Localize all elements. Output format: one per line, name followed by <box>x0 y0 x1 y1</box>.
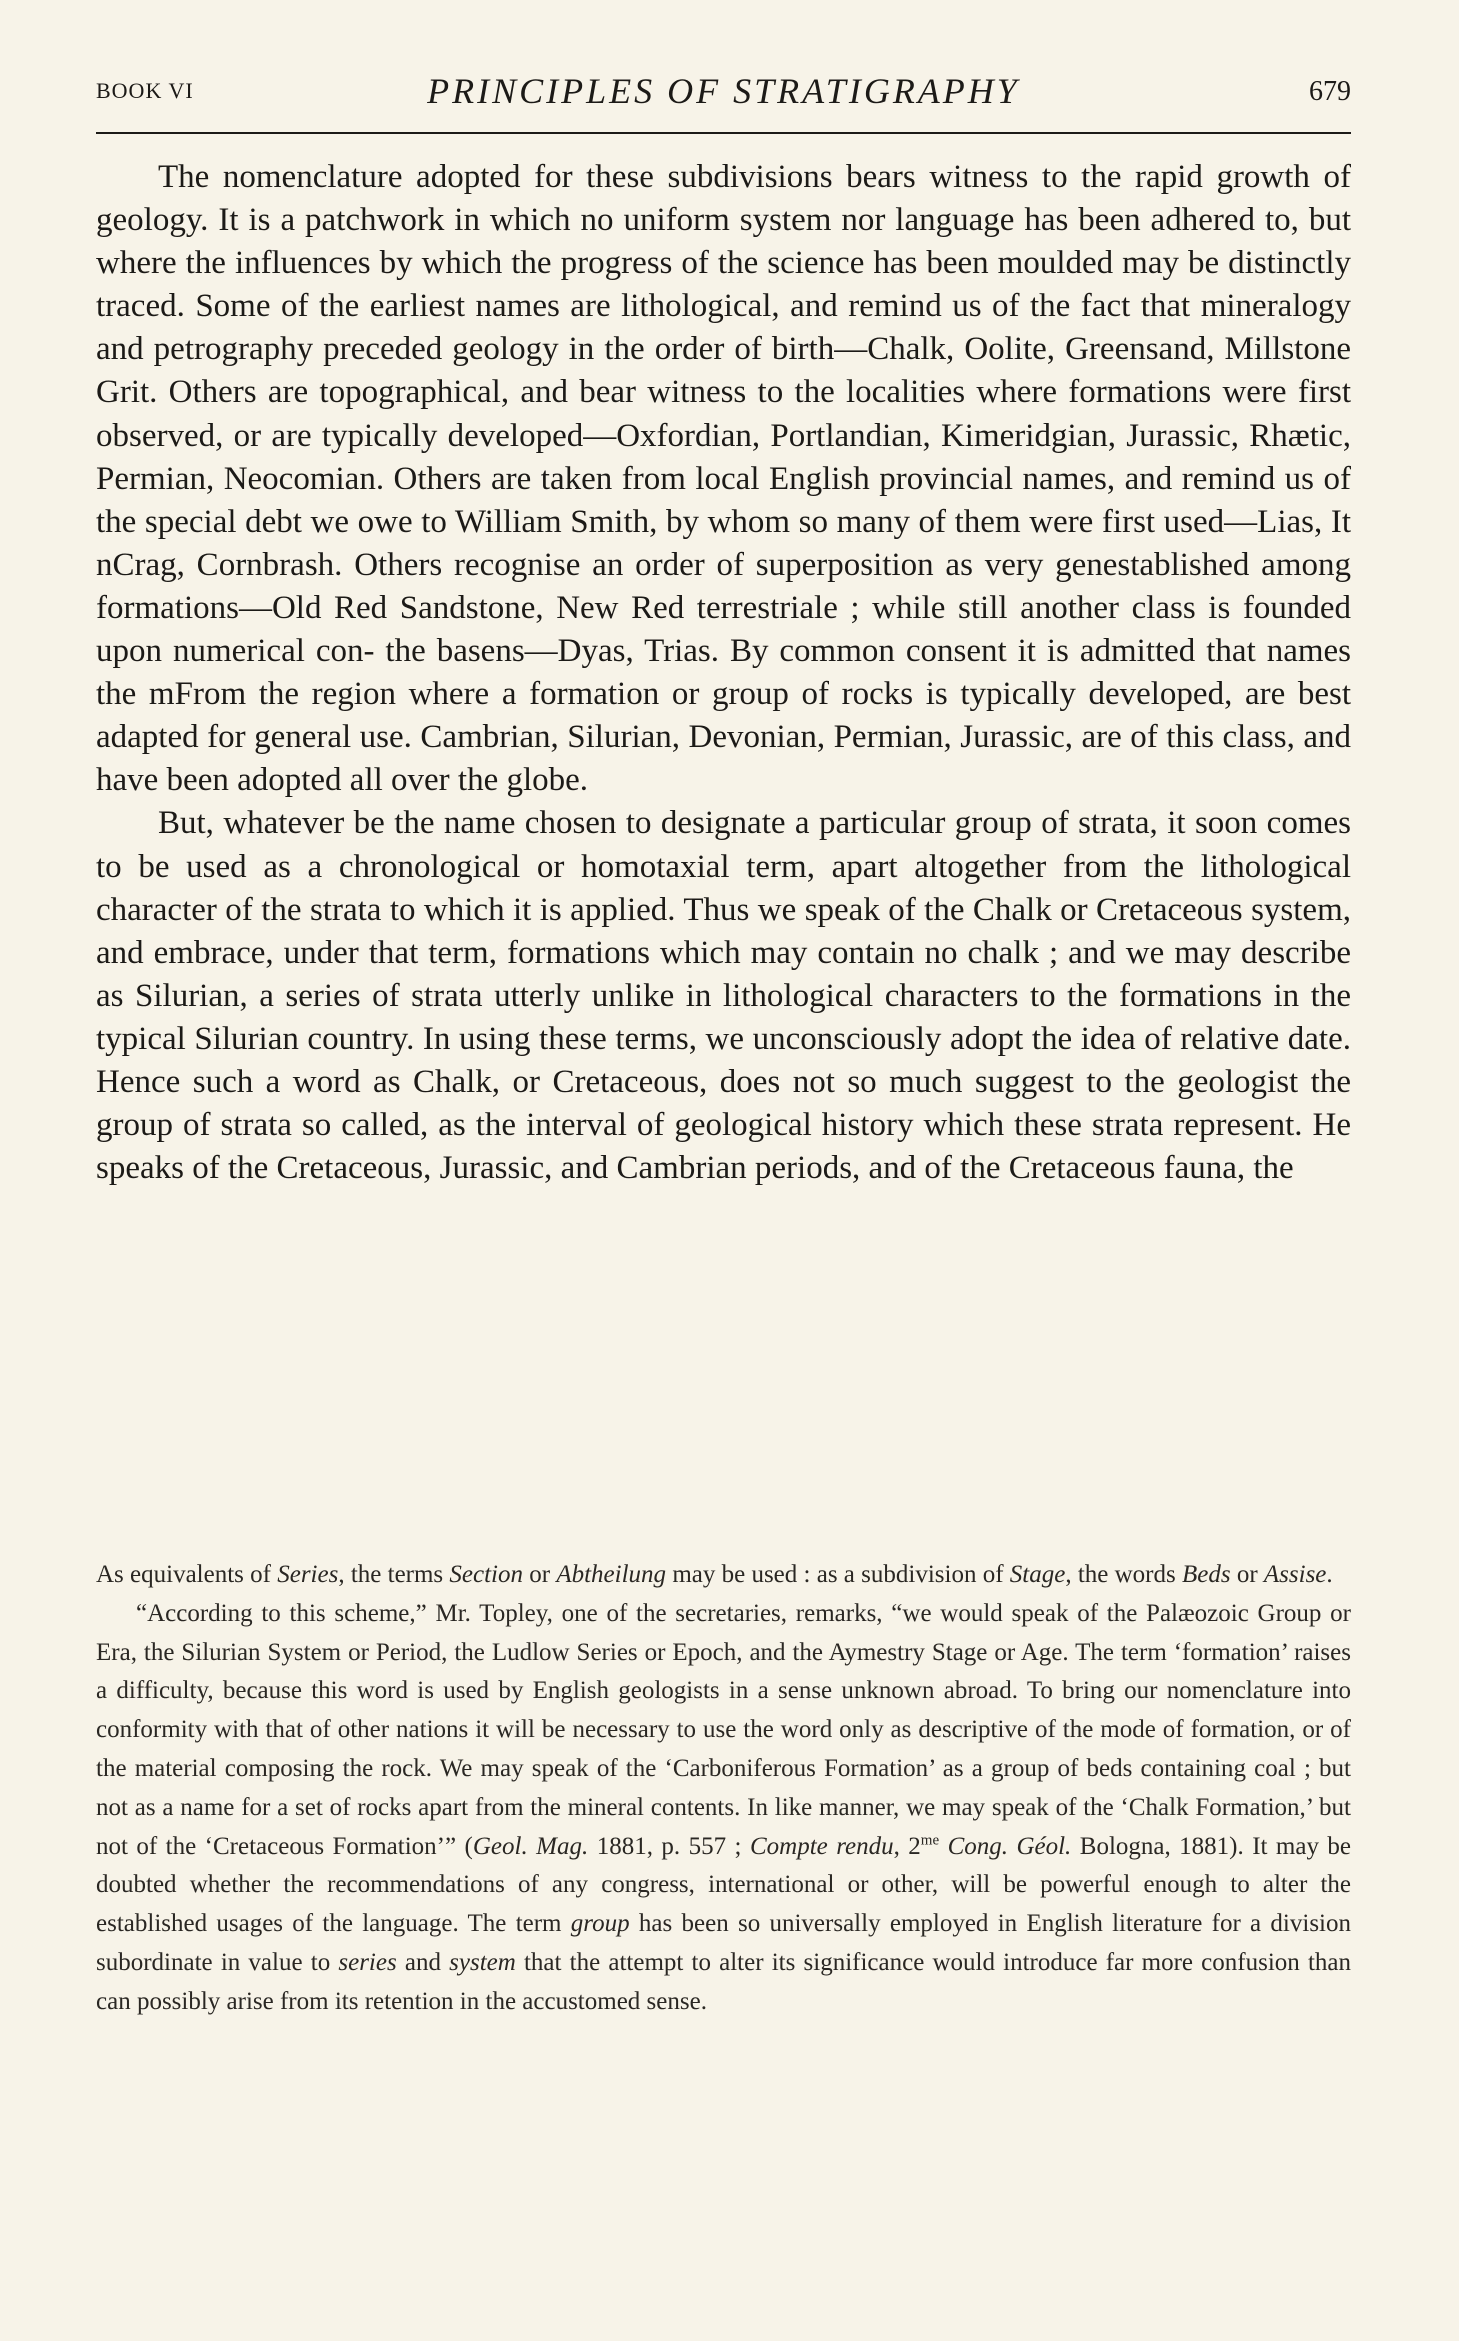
running-header <box>96 70 1351 116</box>
footnote-topley-quote: “According to this scheme,” Mr. Topley, one of the secretaries, remarks, “we would speak of the Palæozoic Group or Era, the Silurian System or Period, the Ludlow Series or Epoch, and the Aymestry Stage or Age. The term ‘formation’ raises a difficulty, because this word is used by English geologists in a sense unknown abroad. To bring our nomenclature into conformity with that of other nations it will be necessary to use the word only as descriptive of the mode of formation, or of the material composing the rock. We may speak of the ‘Carboniferous Formation’ as a group of beds containing coal ; but not as a name for a set of rocks apart from the mineral contents. In like manner, we may speak of the ‘Chalk Formation,’ but not of the ‘Cretaceous Formation’” (Geol. Mag. 1881, p. 557 ; Compte rendu, $2^{me}$ Cong. Géol. Bologna, 1881). It may be doubted whether the recommendations of any congress, international or other, will be powerful enough to alter the established usages of the language. The term group has been so universally employed in English literature for a division subordinate in value to series and system that the attempt to alter its significance would introduce far more confusion than can possibly arise from its retention in the accustomed sense. <box>96 1599 1352 2015</box>
paragraph-chronological-terms: But, whatever be the name chosen to designate a particular group of strata, it soon comes to be used as a chronological or homotaxial term, apart altogether from the lithological character of the strata to which it is applied. Thus we speak of the Chalk or Cretaceous system, and embrace, under that term, formations which may contain no chalk ; and we may describe as Silurian, a series of strata utterly unlike in lithological characters to the formations in the typical Silurian country. In using these terms, we unconsciously adopt the idea of relative date. Hence such a word as Chalk, or Cretaceous, does not so much suggest to the geologist the group of strata so called, as the interval of geological history which these strata represent. He speaks of the Cretaceous, Jurassic, and Cambrian periods, and of the Cretaceous fauna, the <box>96 805 1351 1187</box>
header-rule <box>96 132 1351 134</box>
paragraph-nomenclature: The nomenclature adopted for these subdivisions bears witness to the rapid growth of geology. It is a patchwork in which no uniform system nor language has been adhered to, but where the influences by which the progress of the science has been moulded may be distinctly traced. Some of the earliest names are lithological, and remind us of the fact that mineralogy and petrography preceded geology in the order of birth—Chalk, Oolite, Greensand, Millstone Grit. Others are topographical, and bear witness to the localities where formations were first observed, or are typically developed—Oxfordian, Portlandian, Kimeridgian, Jurassic, Rhætic, Permian, Neocomian. Others are taken from local English provincial names, and remind us of the special debt we owe to William Smith, by whom so many of them were first used—Lias, It nCrag, Cornbrash. Others recognise an order of superposition as very genestablished among formations—Old Red Sandstone, New Red terrestriale ; while still another class is founded upon numerical con- the basens—Dyas, Trias. By common consent it is admitted that names the mFrom the region where a formation or group of rocks is typically developed, are best adapted for general use. Cambrian, Silurian, Devonian, Permian, Jurassic, are of this class, and have been adopted all over the globe. <box>96 159 1351 799</box>
page-title: PRINCIPLES OF STRATIGRAPHY <box>427 71 1020 111</box>
page-number: 679 <box>1309 76 1351 107</box>
main-text <box>96 156 1351 1190</box>
footnote <box>96 1556 1351 2022</box>
book-label: BOOK VI <box>96 78 194 103</box>
footnote-equivalents: As equivalents of Series, the terms Section or Abtheilung may be used : as a subdivision of Stage, the words Beds or Assise. <box>96 1561 1333 1588</box>
